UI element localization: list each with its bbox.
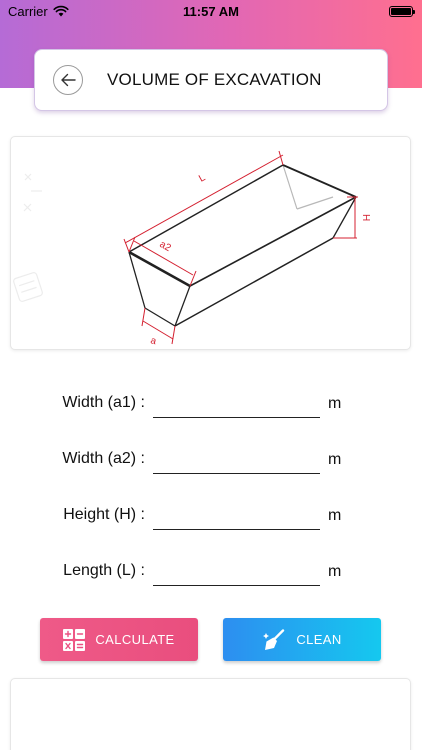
form-row-length — [0, 558, 422, 588]
watermark-calculator-icon — [13, 174, 43, 302]
height-label: Height (H) : — [63, 506, 145, 523]
arrow-left-icon — [60, 73, 76, 87]
status-left — [8, 4, 69, 19]
page-title: VOLUME OF EXCAVATION — [107, 70, 322, 89]
width-a1-unit: m — [328, 395, 342, 412]
clean-button-label: CLEAN — [296, 632, 342, 647]
battery-icon — [389, 6, 413, 17]
carrier-label: Carrier — [8, 3, 48, 19]
height-input[interactable] — [153, 502, 320, 530]
battery-fill — [391, 8, 411, 15]
broom-icon — [262, 629, 286, 651]
status-time: 11:57 AM — [183, 3, 239, 19]
calculator-icon — [63, 629, 85, 651]
length-unit: m — [328, 563, 342, 580]
width-a1-label: Width (a1) : — [62, 394, 145, 411]
diagram-label-top-width: a2 — [157, 239, 173, 255]
length-label: Length (L) : — [63, 562, 145, 579]
height-unit: m — [328, 507, 342, 524]
length-input[interactable] — [153, 558, 320, 586]
calculate-button-label: CALCULATE — [95, 632, 175, 647]
form-row-height — [0, 502, 422, 532]
width-a2-input[interactable] — [153, 446, 320, 474]
form-row-width-a1 — [0, 390, 422, 420]
width-a2-label: Width (a2) : — [62, 450, 145, 467]
clean-button[interactable] — [223, 618, 381, 661]
diagram-label-length: L — [197, 172, 208, 185]
back-button[interactable] — [53, 65, 83, 95]
status-bar — [0, 0, 422, 22]
width-a1-input[interactable] — [153, 390, 320, 418]
title-card — [34, 49, 388, 111]
diagram-label-height: H — [360, 214, 371, 222]
diagram-label-bottom-width: a — [149, 335, 158, 348]
calculate-button[interactable] — [40, 618, 198, 661]
result-card — [10, 678, 411, 750]
excavation-diagram — [11, 137, 412, 351]
wifi-icon — [53, 5, 69, 17]
width-a2-unit: m — [328, 451, 342, 468]
trench-hidden-edges — [283, 165, 333, 209]
excavation-diagram-card — [10, 136, 411, 350]
form-row-width-a2 — [0, 446, 422, 476]
